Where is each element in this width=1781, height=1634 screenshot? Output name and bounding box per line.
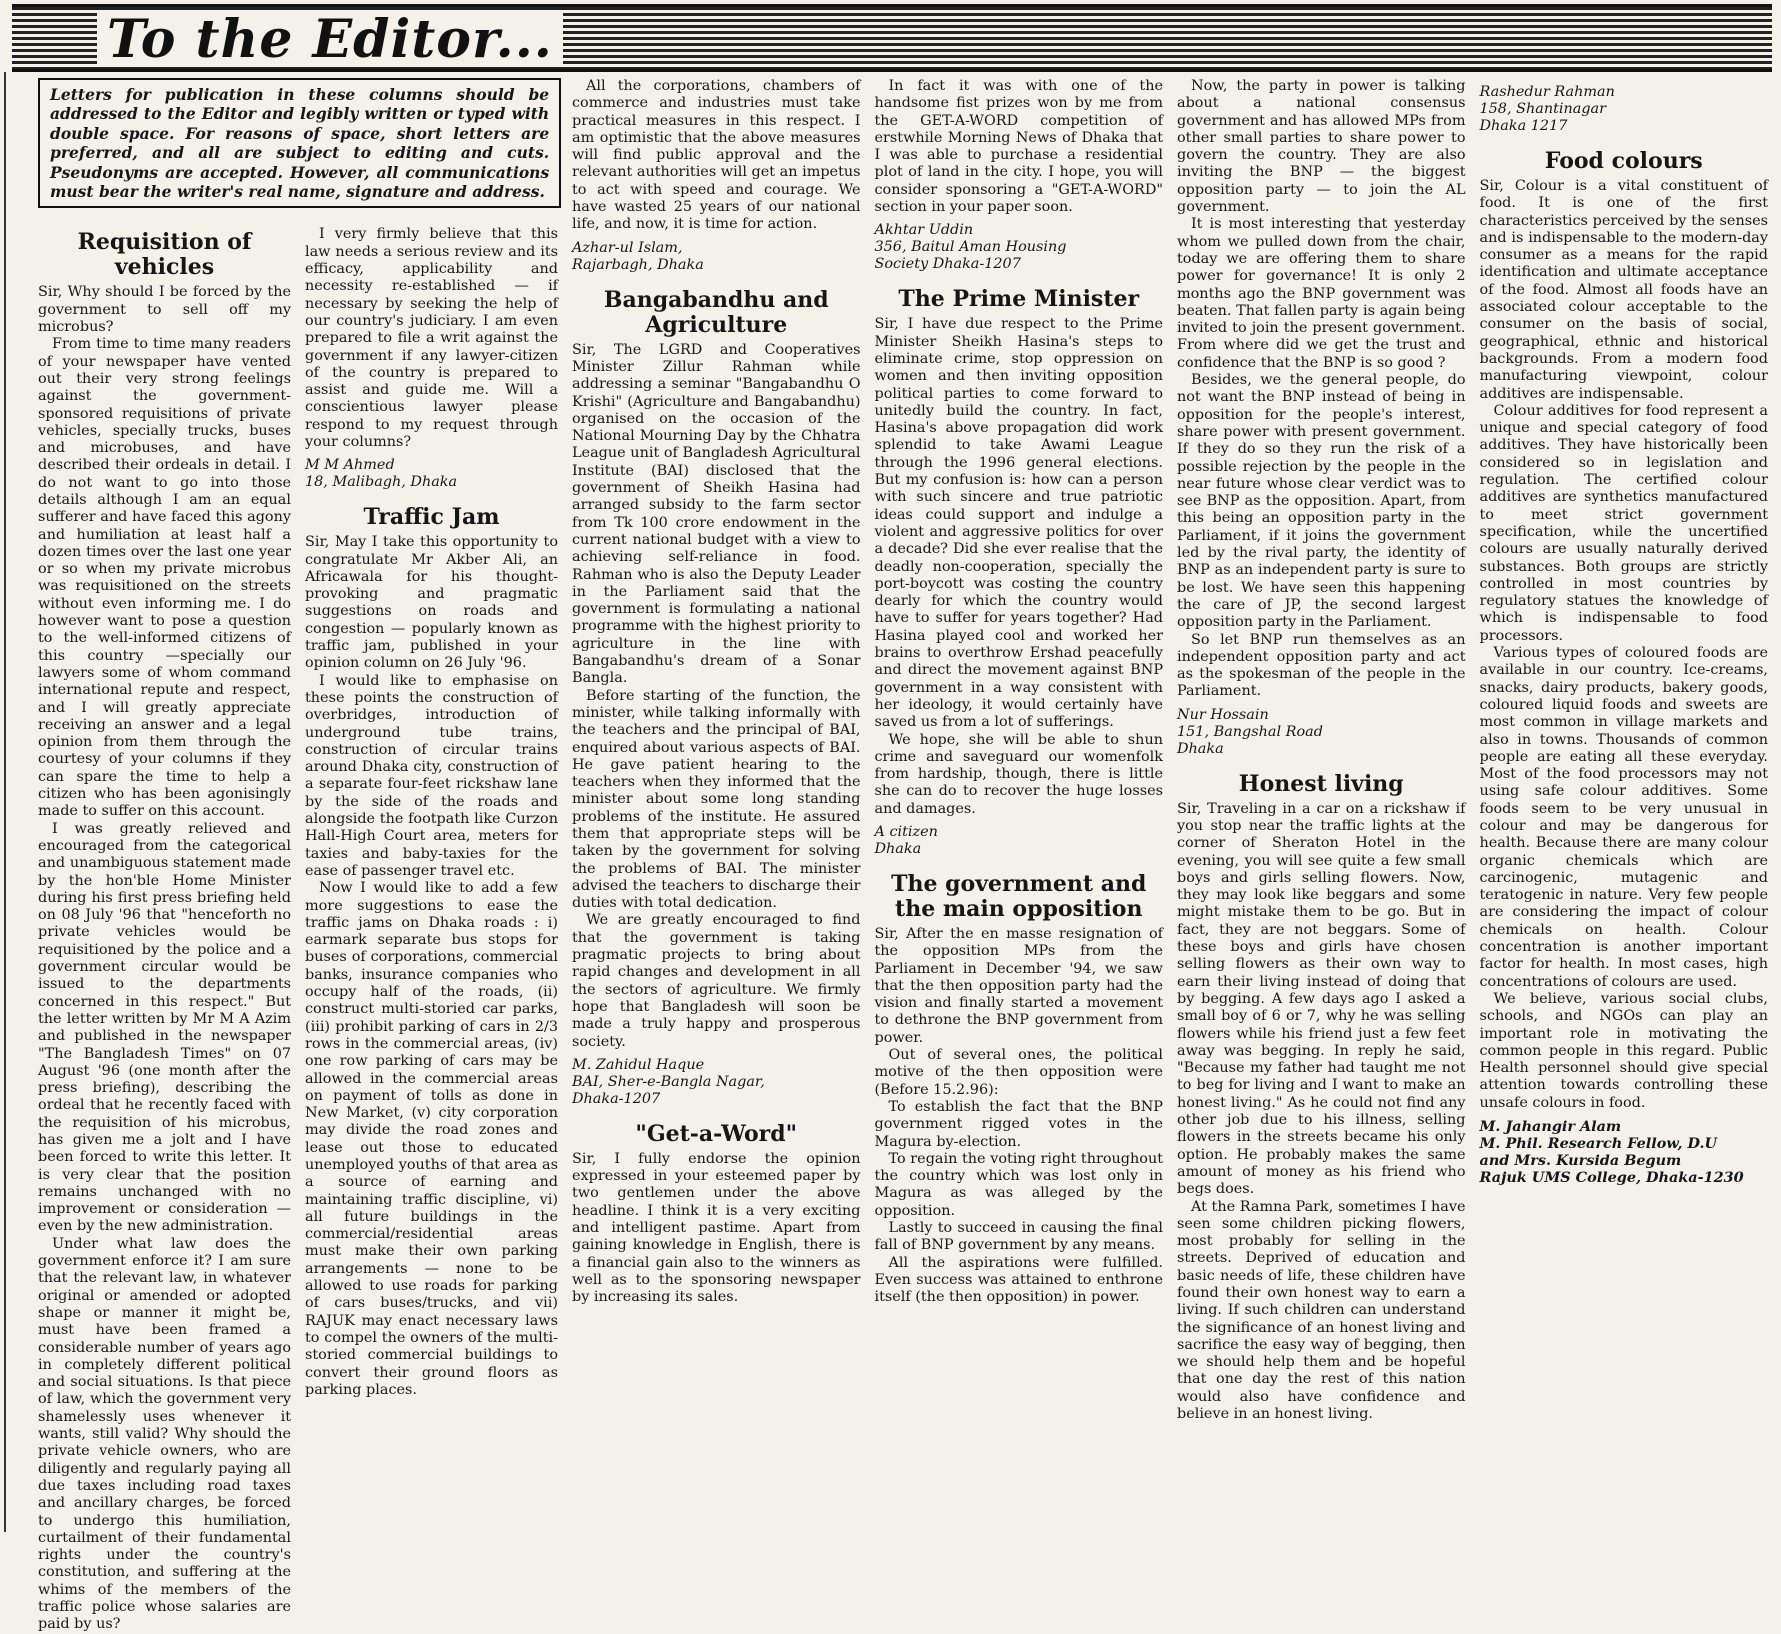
letter-title: The Prime Minister — [898, 286, 1140, 313]
letter-signature — [875, 824, 1164, 858]
letter-title: Bangabandhu and Agriculture — [603, 286, 829, 338]
column-rule — [4, 72, 6, 1532]
letter-paragraph: Now, the party in power is talking about a national consensus government and has allowed MPs from other small parties to share power to govern the country. They are also inviting the BNP — the biggest opposition party — to join the AL government. — [1177, 78, 1466, 216]
signature-name: Rashedur Rahman — [1479, 84, 1615, 100]
letter-paragraph: All the corporations, chambers of commerce and industries must take practical measures in this respect. I am optimistic that the above measures will find public approval and the relevant authorities will get an impetus to act with speed and courage. We have wasted 25 years of our national life, and now, it is time for action. — [572, 78, 861, 233]
letter-paragraph: To establish the fact that the BNP government rigged votes in the Magura by-election. — [874, 1098, 1163, 1150]
letter-signature — [1480, 1118, 1769, 1186]
signature-address: M. Phil. Research Fellow, D.U — [1479, 1135, 1718, 1153]
letter-paragraph: From time to time many readers of your newspaper have vented out their very strong feelings against the government-sponsored requisitions of private vehicles, specially trucks, buses and microbuses, and have described their ordeals in detail. I do not want to go into those details although I am an equal sufferer and have faced this agony and humiliation at least half a dozen times over the last one year or so when my private microbus was requisitioned on the streets without even informing me. I do however want to pose a question to the well-informed citizens of this country —specially our lawyers some of whom command international repute and respect, and I will greatly appreciate receiving an answer and a legal opinion from them through the courtesy of your columns if they can spare the time to help a citizen who has been agonisingly made to suffer on this account. — [38, 336, 291, 820]
letter-signature — [1480, 84, 1769, 135]
letter-paragraph: Sir, Why should I be forced by the government to sell off my microbus? — [38, 284, 291, 336]
signature-address: Society Dhaka-1207 — [874, 256, 1021, 273]
signature-address: 356, Baitul Aman Housing — [874, 239, 1067, 256]
column-4 — [875, 78, 1164, 1538]
letter-paragraph: Sir, May I take this opportunity to congratulate Mr Akber Ali, an Africawala for his thought-provoking and pragmatic suggestions on roads and congestion — popularly known as traffic jam, published in your opinion column on 26 July '96. — [305, 534, 558, 672]
letter-paragraph: I would like to emphasise on these points the construction of overbridges, introduction of underground tube trains, construction of circular trains around Dhaka city, construction of a separate four-feet rickshaw lane by the side of the roads and alongside the footpath like Curzon Hall-High Court area, meters for taxies and baby-taxies for the ease of passenger travel etc. — [305, 672, 558, 879]
signature-address: Dhaka — [1177, 740, 1224, 757]
letter-paragraph: Out of several ones, the political motive of the then opposition were (Before 15.2.96): — [874, 1047, 1163, 1098]
letter-paragraph: So let BNP run themselves as an independent opposition party and act as the spokesman of the people in the Parliament. — [1177, 631, 1466, 700]
letter-paragraph: Under what law does the government enforce it? I am sure that the relevant law, in whatever original or amended or adopted shape or manner it might be, must have been framed a considerable number of years ago in completely different political and social situations. Is that piece of law, which the government very shamelessly uses whenever it wants, still valid? Why should the private vehicle owners, who are diligently and regularly paying all due taxes including road taxes and ancillary charges, be forced to undergo this humiliation, curtailment of their fundamental rights under the country's constitution, and suffering at the whims of the members of the traffic police whose salaries are paid by us? — [38, 1235, 291, 1633]
signature-address: Dhaka — [874, 840, 922, 857]
letter-paragraph: Sir, The LGRD and Cooperatives Minister Zillur Rahman while addressing a seminar "Bangabandhu O Krishi" (Agriculture and Bangabandhu) organised on the occasion of the National Mourning Day by the Chhatra League unit of Bangladesh Agricultural Institute (BAI) disclosed that the government of Sheikh Hasina had arranged subsidy to the farm sector from Tk 100 crore endowment in the current national budget with a view to achieving self-reliance in food. Rahman who is also the Deputy Leader in the Parliament said that the government is formulating a national programme with the highest priority to agriculture in the line with Bangabandhu's dream of a Sonar Bangla. — [572, 341, 861, 687]
signature-name: A citizen — [874, 823, 938, 840]
masthead-title: To the Editor... — [97, 13, 563, 67]
signature-address: 158, Shantinagar — [1479, 101, 1606, 117]
letter-paragraph: To regain the voting right throughout the country which was lost only in Magura as was alleged by the opposition. — [874, 1150, 1163, 1219]
letter-title: Traffic Jam — [363, 504, 500, 531]
policy-notice: Letters for publication in these columns should be addressed to the Editor and legibly written or typed with double space. For reasons of space, short letters are preferred, and all are subject to editing and cuts. Pseudonyms are accepted. However, all communications must bear the writer's real name, signature and address. — [38, 78, 561, 208]
letter-signature — [875, 222, 1164, 273]
column-3 — [572, 78, 861, 1538]
letter-signature — [305, 457, 558, 491]
signature-address: 18, Malibagh, Dhaka — [305, 474, 458, 491]
letter-paragraph: Before starting of the function, the minister, while talking informally with the teachers and the principal of BAI, enquired about various aspects of BAI. He gave patient hearing to the teachers when they informed that the minister about some long standing problems of the institute. He assured them that appropriate steps will be taken by the government for solving the problems of BAI. The minister advised the teachers to discharge their duties with total dedication. — [572, 687, 861, 912]
letter-signature — [572, 240, 861, 274]
signature-name: and Mrs. Kursida Begum — [1479, 1152, 1682, 1170]
letter-paragraph: Various types of coloured foods are available in our country. Ice-creams, snacks, dairy products, bakery goods, coloured liquid foods and sweets are most common in village markets and also in towns. Thousands of common people are eating all these everyday. Most of the food processors may not using safe colour additives. Some foods seem to be very unusual in colour and may be dangerous for health. Because there are many colour organic chemicals which are carcinogenic, mutagenic and teratogenic in nature. Very few people are considering the impact of colour chemicals on health. Colour concentration is another important factor for health. In most cases, high concentrations of colours are used. — [1479, 645, 1768, 990]
letter-paragraph: We are greatly encouraged to find that the government is taking pragmatic projects to bring about rapid changes and development in all the sectors of agriculture. We firmly hope that Bangladesh will soon be made a truly happy and prosperous society. — [572, 912, 861, 1050]
column-6 — [1480, 78, 1769, 1538]
letter-paragraph: Colour additives for food represent a unique and special category of food additives. They have historically been considered so in legislation and regulation. The certified colour additives are synthetics manufactured to meet strict government specification, while the uncertified colours are usually naturally derived substances. Both groups are strictly controlled in most countries by regulatory statues the knowledge of which is indispensable to food processors. — [1479, 402, 1768, 644]
signature-name: M. Jahangir Alam — [1479, 1118, 1622, 1136]
signature-name: Akhtar Uddin — [874, 222, 974, 239]
letter-paragraph: Sir, I have due respect to the Prime Minister Sheikh Hasina's steps to eliminate crime, stop oppression on women and then inviting opposition political parties to come forward to unitedly build the country. In fact, Hasina's above propagation did work splendid to take Awami League through the 1996 general elections. But my confusion is: how can a person with such sincere and true patriotic ideas could support and indulge a violent and aggressive politics for over a decade? Did she ever realise that the deadly non-cooperation, specially the port-boycott was costing the country dearly for which the country would have to suffer for years together? Had Hasina played cool and worked her brains to overthrow Ershad peacefully and direct the movement against BNP government in a way consistent with her ideology, it would certainly have saved us from a lot of sufferings. — [874, 316, 1163, 731]
letter-title: The government and the main opposition — [891, 870, 1147, 922]
letter-paragraph: It is most interesting that yesterday whom we pulled down from the chair, today we are offering them to share power for governance! It is only 2 months ago the BNP government was beaten. That fallen party is again being invited to join the present government. From where did we get the trust and confidence that the BNP is so good ? — [1177, 216, 1466, 371]
signature-address: Dhaka-1207 — [572, 1090, 661, 1107]
letter-paragraph: All the aspirations were fulfilled. Even success was attained to enthrone itself (the then opposition) in power. — [874, 1254, 1163, 1306]
letter-paragraph: We hope, she will be able to shun crime and saveguard our womenfolk from hardship, though, there is little she can do to recover the huge losses and damages. — [874, 731, 1163, 817]
column-1 — [38, 78, 558, 1633]
signature-address: Rajarbagh, Dhaka — [572, 256, 704, 273]
signature-address: Rajuk UMS College, Dhaka-1230 — [1479, 1169, 1744, 1187]
letter-title: Food colours — [1544, 148, 1703, 174]
letter-title: "Get-a-Word" — [635, 1120, 798, 1147]
signature-name: Nur Hossain — [1177, 706, 1269, 723]
letter-paragraph: I was greatly relieved and encouraged from the categorical and unambiguous statement made by the hon'ble Home Minister during his first press briefing held on 08 July '96 that "henceforth no private vehicles would be requisitioned by the police and a government circular would be issued to the departments concerned in this respect." But the letter written by Mr M A Azim and published in the newspaper "The Bangladesh Times" on 07 August '96 (one month after the press briefing), describing the ordeal that he recently faced with the requisition of his microbus, has given me a jolt and I have been forced to write this letter. It is very clear that the position remains unchanged with no improvement or consideration —even by the new administration. — [38, 820, 291, 1235]
letter-title: Requisition of vehicles — [77, 229, 252, 281]
letter-title: Honest living — [1238, 770, 1404, 797]
signature-address: 151, Bangshal Road — [1177, 723, 1323, 740]
signature-name: Azhar-ul Islam, — [572, 239, 683, 256]
signature-address: Dhaka 1217 — [1479, 118, 1568, 134]
letter-paragraph: Sir, Colour is a vital constituent of food. It is one of the first characteristics perceived by the senses and is indispensable to the modern-day consumer as a means for the rapid identification and ultimate acceptance of the food. Almost all foods have an associated colour acceptable to the consumer on the basis of social, geographical, ethnic and historical backgrounds. From a modern food manufacturing viewpoint, colour additives are indispensable. — [1479, 178, 1768, 402]
letter-paragraph: In fact it was with one of the handsome fist prizes won by me from the GET-A-WORD competition of erstwhile Morning News of Dhaka that I was able to purchase a residential plot of land in the city. I hope, you will consider sponsoring a "GET-A-WORD" section in your paper soon. — [874, 78, 1163, 216]
letter-paragraph: Now I would like to add a few more suggestions to ease the traffic jams on Dhaka roads : i) earmark separate bus stops for buses of corporations, commercial banks, insurance companies who occupy half of the roads, (ii) construct multi-storied car parks, (iii) prohibit parking of cars in 2/3 rows in the commercial areas, (iv) one row parking of cars may be allowed in the commercial areas on payment of tolls as done in New Market, (v) city corporation may divide the road zones and lease out those to educated unemployed youths of that area as a source of earning and maintaining traffic discipline, vi) all future buildings in the commercial/residential areas must make their own parking arrangements — none to be allowed to use roads for parking of cars buses/trucks, and vii) RAJUK may enact necessary laws to compel the owners of the multi-storied commercial buildings to convert their ground floors as parking places. — [305, 880, 558, 1398]
signature-name: M M Ahmed — [305, 457, 395, 474]
letter-paragraph: Sir, Traveling in a car on a rickshaw if you stop near the traffic lights at the corner of Sheraton Hotel in the evening, you will see quite a few small boys and girls selling flowers. Now, they may look like beggars and some might mistake them to be go. But in fact, they are not beggars. Some of these boys and girls have chosen selling flowers as their own way to earn their living instead of doing that by begging. A few days ago I asked a small boy of 6 or 7, why he was selling flowers while his friend just a few feet away was begging. In reply he said, "Because my father had taught me not to beg for living and I want to make an honest living." As he could not find any other job due to his illness, selling flowers in the streets became his only option. He probably makes the same amount of money as his friend who begs does. — [1177, 800, 1466, 1198]
letter-signature — [1177, 707, 1466, 758]
letter-paragraph: I very firmly believe that this law needs a serious review and its efficacy, applicability and necessity re-established — if necessary by seeking the help of our country's judiciary. I am even prepared to file a writ against the government if any lawyer-citizen of the country is prepared to assist and guide me. Will a conscientious lawyer please respond to my request through your columns? — [305, 226, 558, 450]
letter-paragraph: Sir, I fully endorse the opinion expressed in your esteemed paper by two gentlemen under the above headline. I think it is a very exciting and intelligent pastime. Apart from gaining knowledge in English, there is a financial gain also to the winners as well as to the sponsoring newspaper by increasing its sales. — [572, 1150, 861, 1306]
letter-paragraph: Besides, we the general people, do not want the BNP instead of being in opposition for the people's interest, share power with present government. If they do so they run the risk of a possible rejection by the people in the near future whose clear verdict was to see BNP as the opposition. Apart, from this being an opposition party in the Parliament, if it joins the government led by the rival party, the identity of BNP as an independent party is sure to be lost. We have seen this happening the care of JP, the second largest opposition party in the Parliament. — [1177, 372, 1466, 631]
letters-columns — [38, 78, 1768, 1633]
signature-name: M. Zahidul Haque — [572, 1056, 705, 1073]
letter-paragraph: We believe, various social clubs, schools, and NGOs can play an important role in motivating the common people in this regard. Public Health personnel should give special attention towards controlling these unsafe colours in food. — [1479, 990, 1768, 1111]
letter-signature — [572, 1057, 861, 1108]
letter-paragraph: Sir, After the en masse resignation of the opposition MPs from the Parliament in December '94, we saw that the then opposition party had the vision and finally started a movement to dethrone the BNP government from power. — [874, 925, 1163, 1046]
masthead-banner — [12, 4, 1772, 72]
letter-paragraph: At the Ramna Park, sometimes I have seen some children picking flowers, most probably for selling in the streets. Deprived of education and basic needs of life, these children have found their own honest way to earn a living. If such children can understand the significance of an honest living and sacrifice the easy way of begging, then we should help them and be hopeful that one day the rest of this nation would also have confidence and believe in an honest living. — [1177, 1198, 1466, 1423]
letter-paragraph: Lastly to succeed in causing the final fall of BNP government by any means. — [874, 1220, 1163, 1254]
column-5 — [1177, 78, 1466, 1538]
signature-address: BAI, Sher-e-Bangla Nagar, — [572, 1073, 765, 1090]
